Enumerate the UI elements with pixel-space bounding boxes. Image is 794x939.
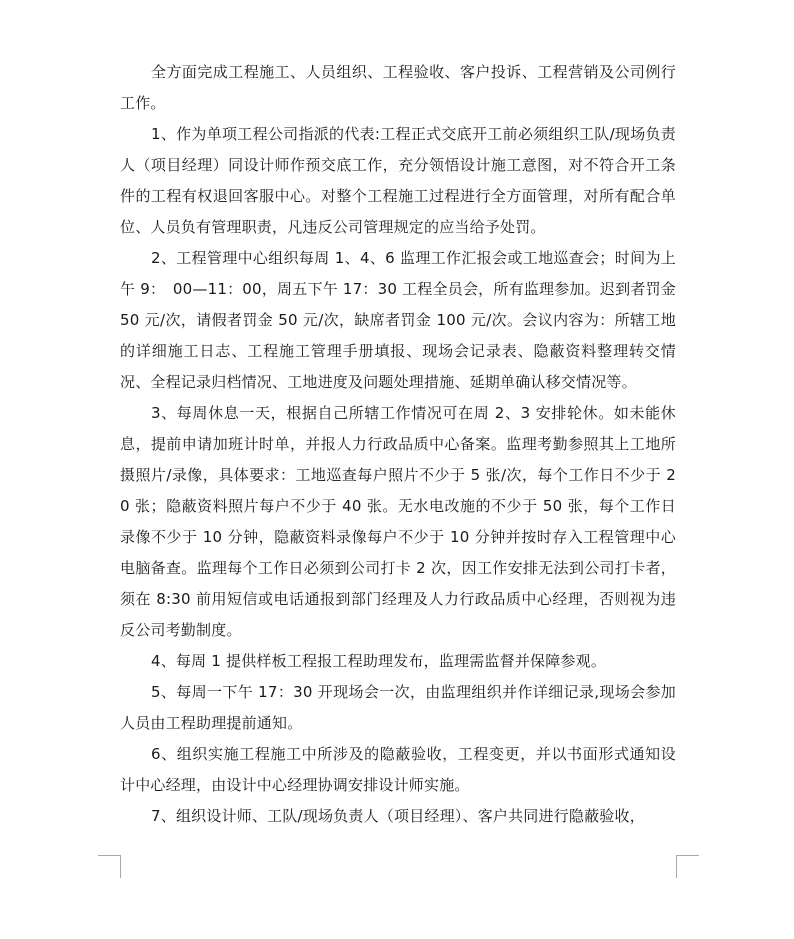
page-margin-corner-mark-left bbox=[98, 855, 121, 878]
page-margin-corner-mark-right bbox=[676, 855, 699, 878]
document-body bbox=[120, 57, 692, 832]
paragraph-item-1: 1、作为单项工程公司指派的代表:工程正式交底开工前必须组织工队/现场负责 人（项目经理）同设计师作预交底工作，充分领悟设计施工意图，对不符合开工条件的工程有权退回客服中心。对整个工程施工过程进行全方面管理，对所有配合单位、人员负有管理职责，凡违反公司管理规定的应当给予处罚。 bbox=[120, 125, 692, 236]
paragraph-item-2: 2、工程管理中心组织每周 1、4、6 监理工作汇报会或工地巡查会；时间为上午 9： 00—11：00，周五下午 17：30 工程全员会，所有监理参加。迟到者罚金 50 元/次，请假者罚金 50 元/次，缺席者罚金 100 元/次。会议内容为：所辖工地的详细施工日志、工程施工管理手册填报、现场会记录表、隐蔽资料整理转交情况、全程记录归档情况、工地进度及问题处理措施、延期单确认移交情况等。 bbox=[120, 249, 681, 391]
paragraph-item-7: 7、组织设计师、工队/现场负责人（项目经理）、客户共同进行隐蔽验收， bbox=[151, 807, 645, 825]
paragraph-item-4: 4、每周 1 提供样板工程报工程助理发布，监理需监督并保障参观。 bbox=[151, 652, 607, 670]
paragraph-intro: 全方面完成工程施工、人员组织、工程验收、客户投诉、工程营销及公司例行工作。 bbox=[120, 63, 676, 112]
paragraph-item-5: 5、每周一下午 17：30 开现场会一次，由监理组织并作详细记录,现场会参加人员由工程助理提前通知。 bbox=[120, 683, 676, 732]
paragraph-item-6: 6、组织实施工程施工中所涉及的隐蔽验收，工程变更，并以书面形式通知设计中心经理，由设计中心经理协调安排设计师实施。 bbox=[120, 745, 676, 794]
paragraph-item-3: 3、每周休息一天，根据自己所辖工作情况可在周 2、3 安排轮休。如未能休息，提前申请加班计时单，并报人力行政品质中心备案。监理考勤参照其上工地所摄照片/录像，具体要求：工地巡查每户照片不少于 5 张/次，每个工作日不少于 20 张；隐蔽资料照片每户不少于 40 张。无水电改施的不少于 50 张，每个工作日录像不少于 10 分钟，隐蔽资料录像每户不少于 10 分钟并按时存入工程管理中心电脑备查。监理每个工作日必须到公司打卡 2 次，因工作安排无法到公司打卡者，须在 8:30 前用短信或电话通报到部门经理及人力行政品质中心经理，否则视为违反公司考勤制度。 bbox=[120, 404, 676, 639]
